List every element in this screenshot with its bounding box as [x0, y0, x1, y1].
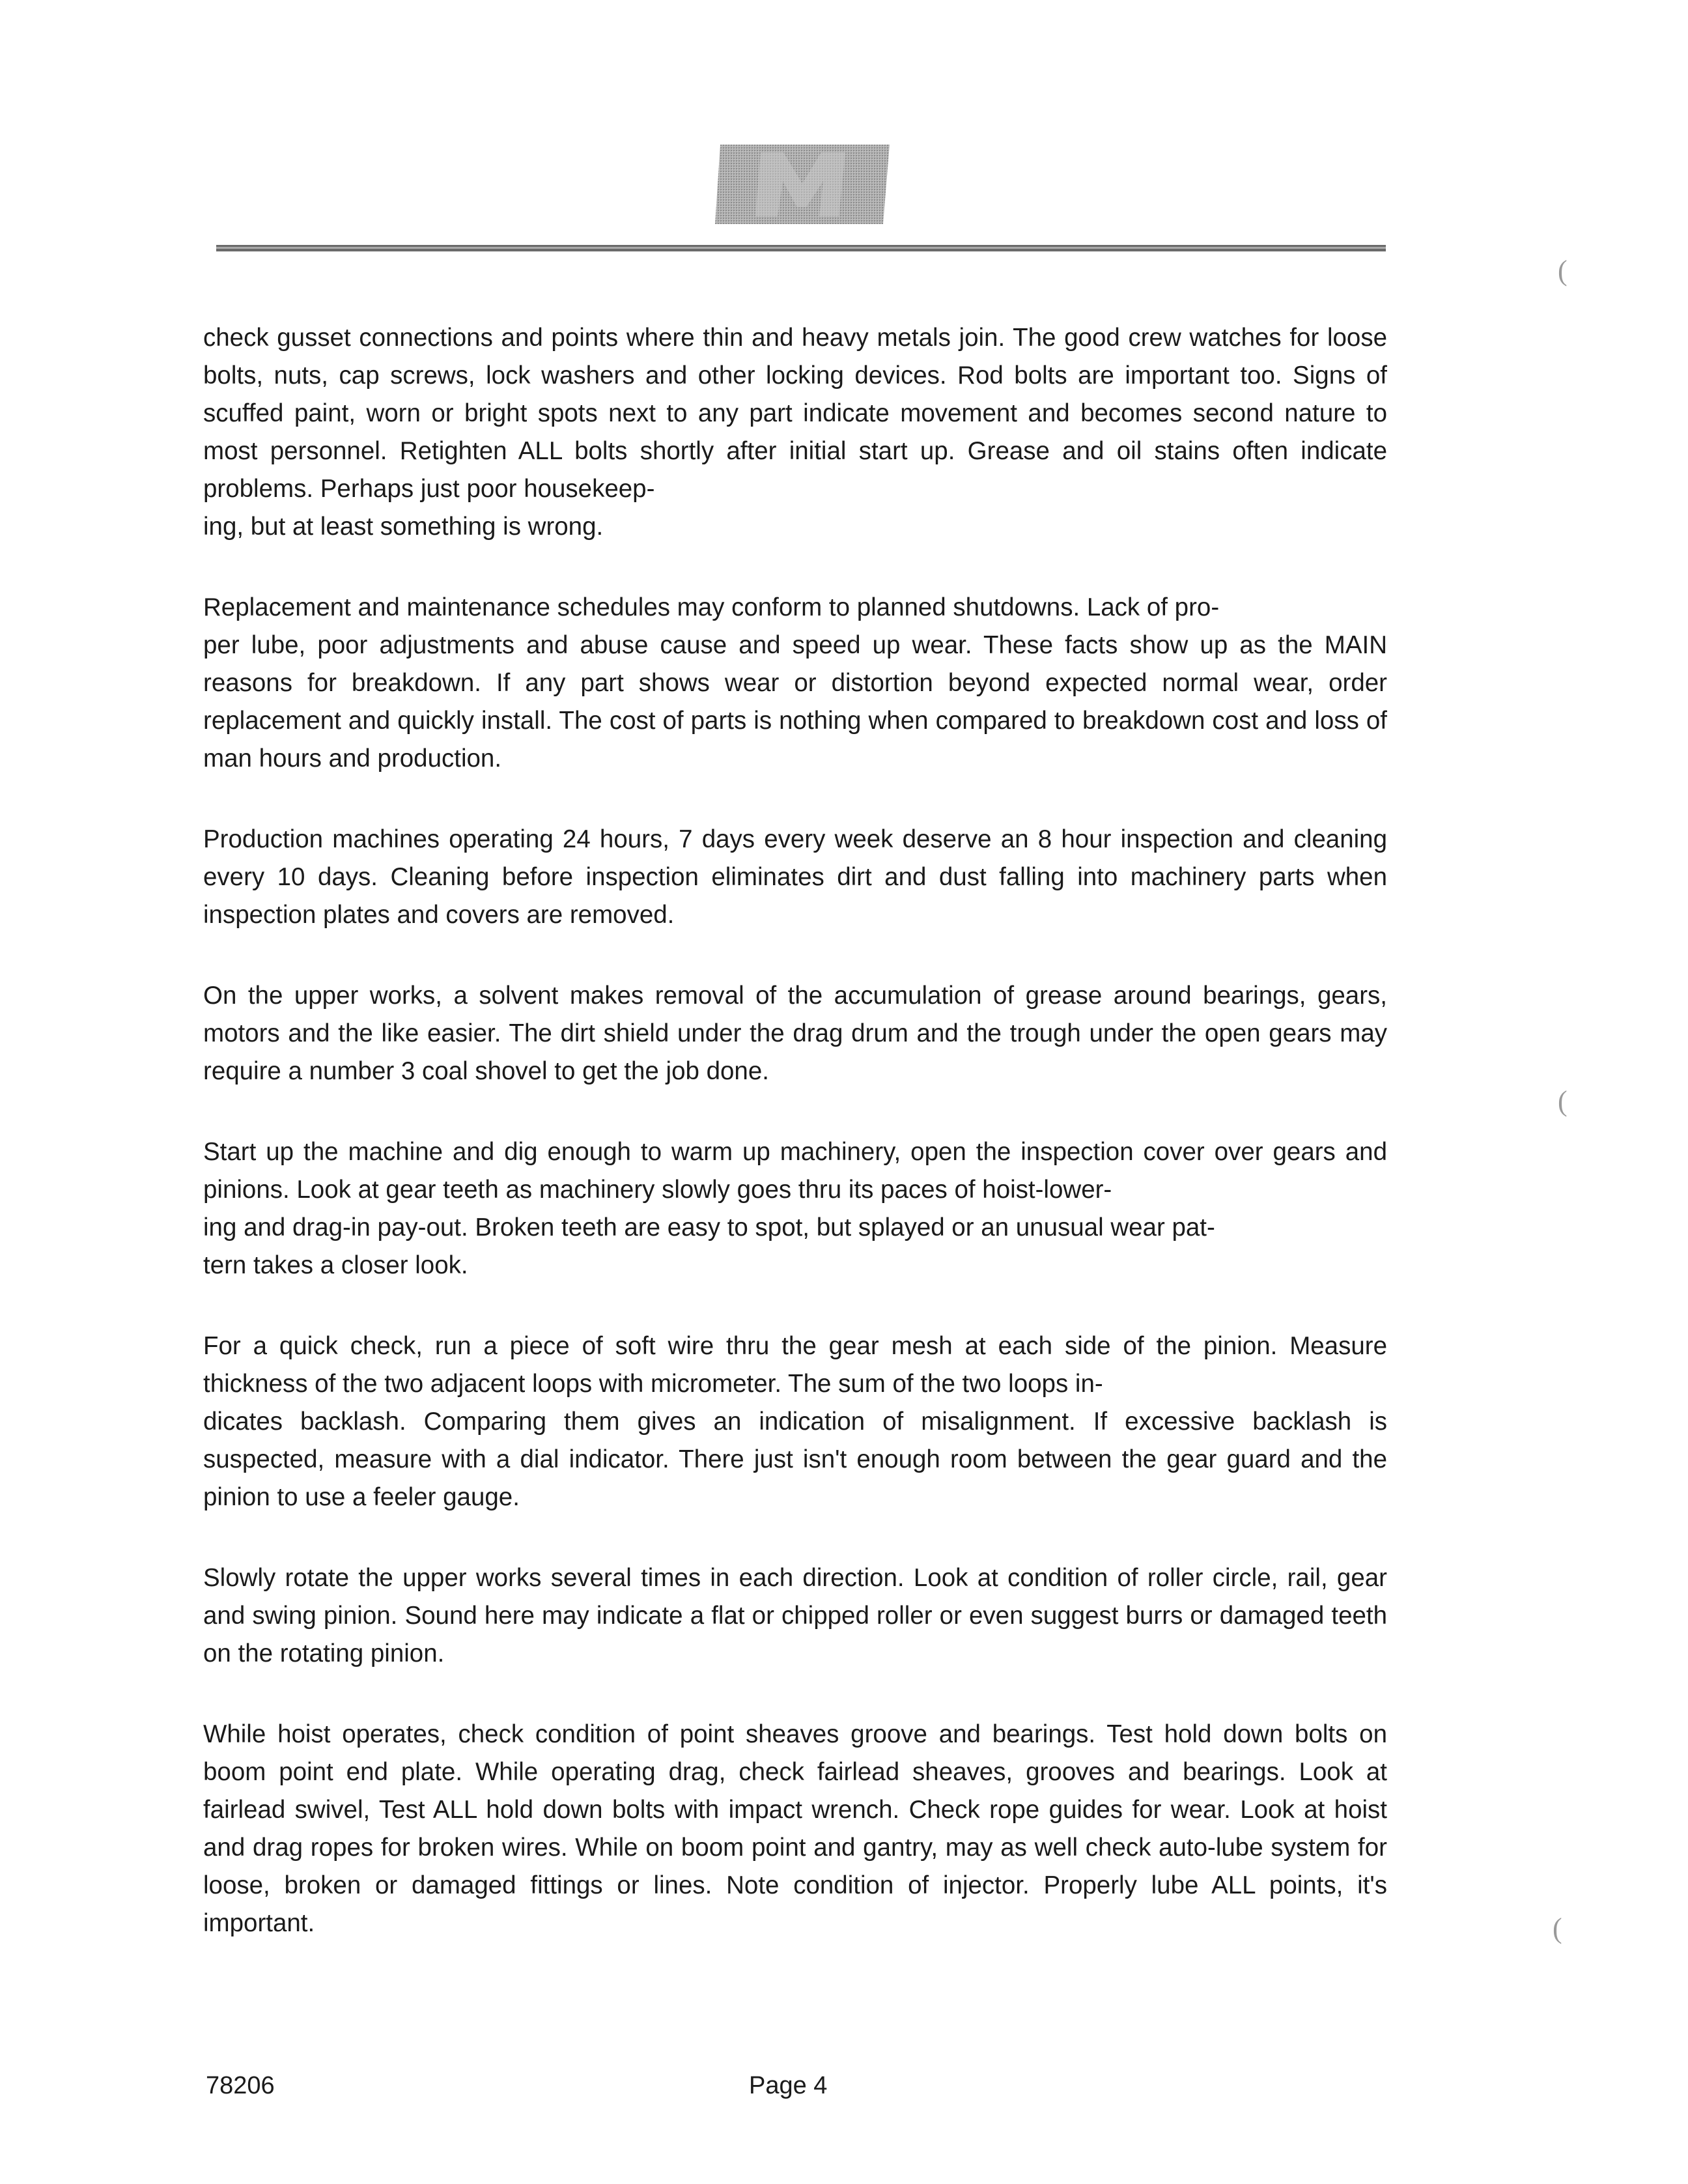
- header-rule: [216, 245, 1386, 251]
- paragraph: Slowly rotate the upper works several times in each direction. Look at condition of roller circle, rail, gear and swing pinion. Sound here may indicate a flat or chipped roller or even suggest burrs or damaged teeth on the rotating pinion.: [203, 1564, 1387, 1667]
- paragraph: Replacement and maintenance schedules may conform to planned shutdowns. Lack of pro- per lube, poor adjustments and abuse cause and speed up wear. These facts show up as the MAIN reasons for breakdown. If any part shows wear or distortion beyond expected normal wear, order replacement and quickly install. The cost of parts is nothing when compared to breakdown cost and loss of man hours and production.: [203, 593, 1387, 773]
- margin-mark: (: [1558, 1085, 1568, 1117]
- margin-mark: (: [1558, 255, 1568, 287]
- paragraph: Production machines operating 24 hours, 7 days every week deserve an 8 hour inspection and cleaning every 10 days. Cleaning before inspection eliminates dirt and dust falling into machinery parts when inspection plates and covers are removed.: [203, 825, 1387, 929]
- document-body: [203, 319, 1387, 1942]
- document-number: 78206: [206, 2072, 275, 2099]
- paragraph: check gusset connections and points where thin and heavy metals join. The good crew watches for loose bolts, nuts, cap screws, lock washers and other locking devices. Rod bolts are important too. Signs of scuffed paint, worn or bright spots next to any part indicate movement and becomes second nature to most personnel. Retighten ALL bolts shortly after initial start up. Grease and oil stains often indicate problems. Perhaps just poor housekeep- ing, but at least something is wrong.: [203, 324, 1387, 541]
- paragraph: While hoist operates, check condition of point sheaves groove and bearings. Test hold down bolts on boom point end plate. While operating drag, check fairlead sheaves, grooves and bearings. Look at fairlead swivel, Test ALL hold down bolts with impact wrench. Check rope guides for wear. Look at hoist and drag ropes for broken wires. While on boom point and gantry, may as well check auto-lube system for loose, broken or damaged fittings or lines. Note condition of injector. Properly lube ALL points, it's important.: [203, 1720, 1387, 1937]
- paragraph: For a quick check, run a piece of soft wire thru the gear mesh at each side of the pinion. Measure thickness of the two adjacent loops with micrometer. The sum of the two loops in- dicates backlash. Comparing them gives an indication of misalignment. If excessive backlash is suspected, measure with a dial indicator. There just isn't enough room between the gear guard and the pinion to use a feeler gauge.: [203, 1332, 1387, 1511]
- company-logo-m-icon: [715, 145, 890, 224]
- page-number: Page 4: [749, 2072, 828, 2099]
- paragraph: Start up the machine and dig enough to warm up machinery, open the inspection cover over gears and pinions. Look at gear teeth as machinery slowly goes thru its paces of hoist-lower- ing and drag-in pay-out. Broken teeth are easy to spot, but splayed or an unusual wear pat- tern takes a closer look.: [203, 1138, 1387, 1279]
- margin-mark: (: [1553, 1912, 1562, 1944]
- paragraph: On the upper works, a solvent makes removal of the accumulation of grease around bearings, gears, motors and the like easier. The dirt shield under the drag drum and the trough under the open gears may require a number 3 coal shovel to get the job done.: [203, 982, 1387, 1085]
